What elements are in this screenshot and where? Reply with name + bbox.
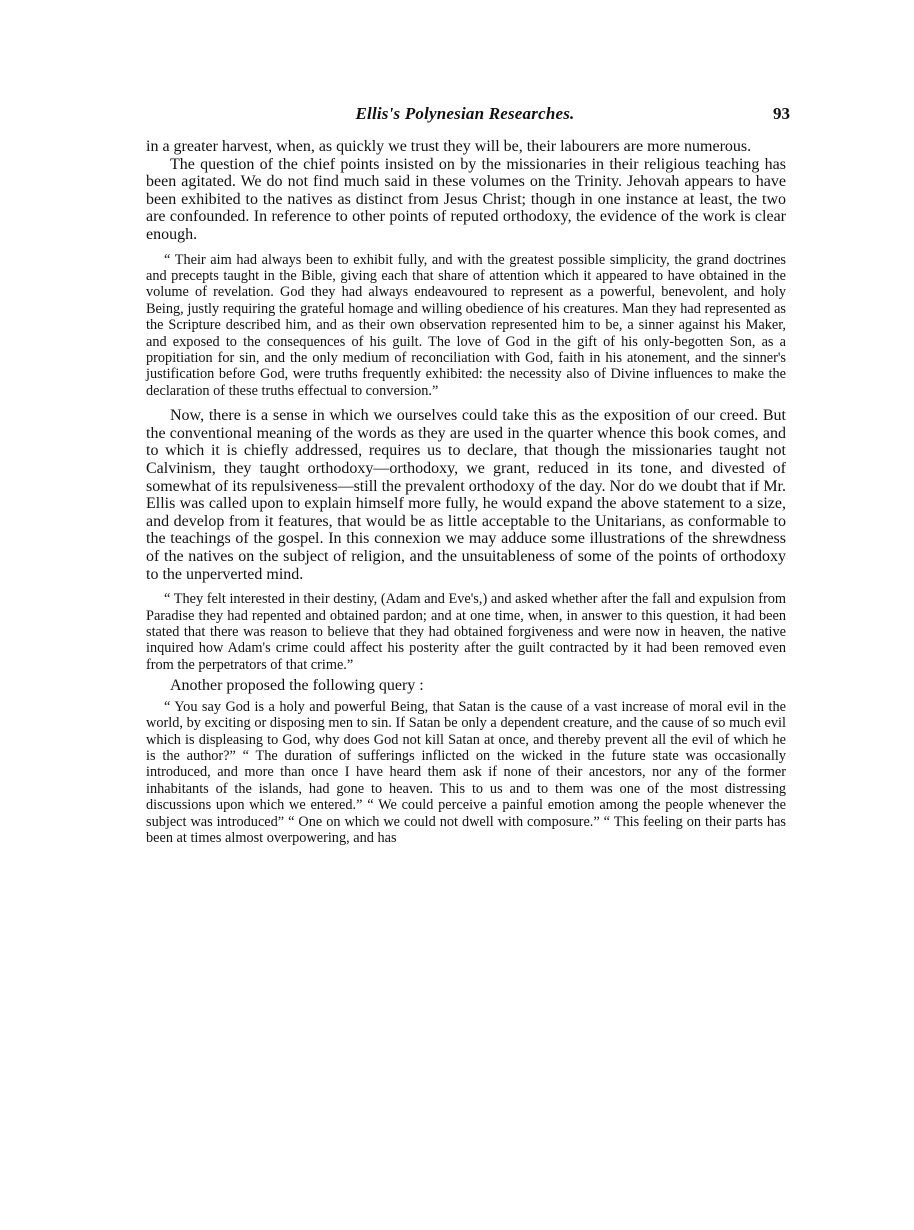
paragraph-trinity: The question of the chief points insisted on by the missionaries in their religious teaching has been agitated. We do not find much said in these volumes on the Trinity. Jehovah appears to have been exhibited to the natives as distinct from Jesus Christ; though in one instance at least, the two are confounded. In reference to other points of reputed orthodoxy, the evidence of the work is clear enough. [146,155,786,243]
block-quote-adam-and-eve: “ They felt interested in their destiny, (Adam and Eve's,) and asked whether after the fall and expulsion from Paradise they had repented and obtained pardon; and at one time, when, in answer to this question, it had been stated that there was reason to believe that they had obtained forgiveness and were now in heaven, the native inquired how Adam's crime could affect his posterity after the guilt contracted by it had been removed even from the perpetrators of that crime.” [146,591,786,673]
body-text [146,138,786,846]
block-quote-satan: “ You say God is a holy and powerful Being, that Satan is the cause of a vast increase of moral evil in the world, by exciting or disposing men to sin. If Satan be only a dependent creature, and the cause of so much evil which is displeasing to God, why does God not kill Satan at once, and thereby prevent all the evil of which he is the author?” “ The duration of sufferings inflicted on the wicked in the future state was occasionally introduced, and more than once I have heard them ask if none of their ancestors, nor any of the former inhabitants of the islands, had gone to heaven. This to us and to them was one of the most distressing discussions upon which we entered.” “ We could perceive a painful emotion among the people whenever the subject was introduced” “ One on which we could not dwell with composure.” “ This feeling on their parts has been at times almost overpowering, and has [146,698,786,847]
paragraph-query-intro: Another proposed the following query : [170,677,424,695]
running-title: Ellis's Polynesian Researches. [355,104,575,123]
paragraph-orthodoxy: Now, there is a sense in which we ourselves could take this as the exposition of our creed. But the conventional meaning of the words as they are used in the quarter whence this book comes, and to which it is chiefly addressed, requires us to declare, that though the missionaries taught not Calvinism, they taught orthodoxy—orthodoxy, we grant, reduced in its tone, and divested of somewhat of its repulsiveness—still the prevalent orthodoxy of the day. Nor do we doubt that if Mr. Ellis was called upon to explain himself more fully, he would expand the above statement to a size, and develop from it features, that would be as little acceptable to the Unitarians, as conformable to the teachings of the gospel. In this connexion we may adduce some illustrations of the shrewdness of the natives on the subject of religion, and the unsuitableness of some of the points of orthodoxy to the unperverted mind. [146,407,786,583]
block-quote-doctrines: “ Their aim had always been to exhibit fully, and with the greatest possible simplicity, the grand doctrines and precepts taught in the Bible, giving each that share of attention which it appeared to have obtained in the volume of revelation. God they had always endeavoured to represent as a powerful, benevolent, and holy Being, justly requiring the grateful homage and willing obedience of his creatures. Man they had represented as the Scripture described him, and as their own observation represented him to be, a sinner against his Maker, and exposed to the consequences of his guilt. The love of God in the gift of his only-begotten Son, as a propitiation for sin, and the only medium of reconciliation with God, faith in his atonement, and the sinner's justification before God, were truths frequently exhibited: the necessity also of Divine influences to make the declaration of these truths effectual to conversion.” [146,251,786,399]
running-head [140,104,790,128]
page-number: 93 [773,104,790,123]
paragraph-continuation: in a greater harvest, when, as quickly we trust they will be, their labourers are more numerous. [146,138,752,155]
